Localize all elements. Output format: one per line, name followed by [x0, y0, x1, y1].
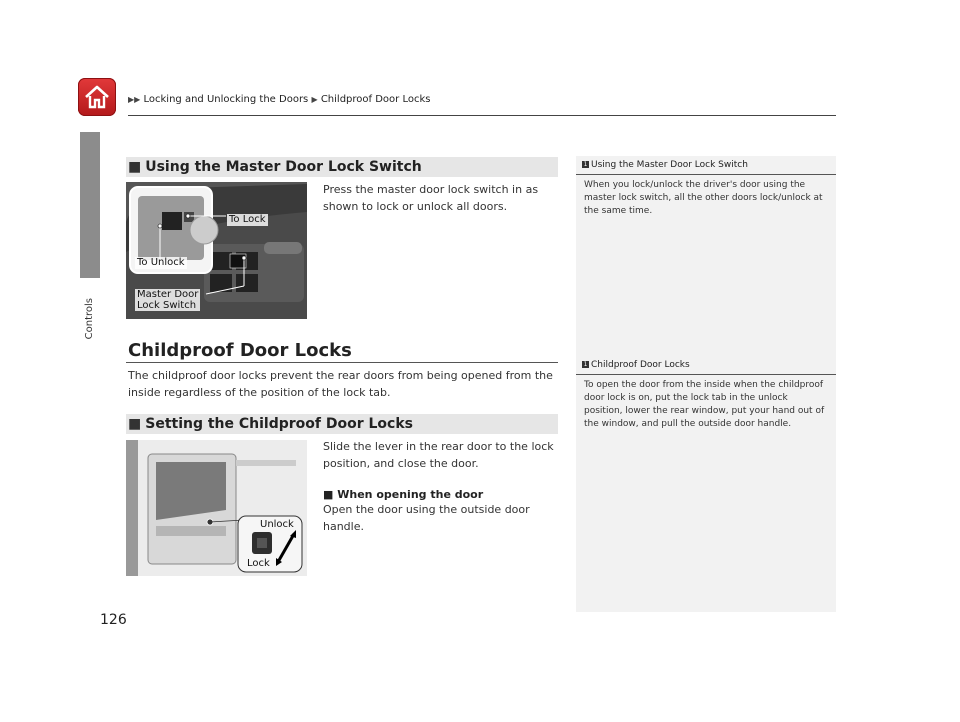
- breadcrumb-arrow-icon: ▶▶: [128, 95, 141, 104]
- section-header-master-switch: [126, 157, 558, 177]
- note-title: 1 Using the Master Door Lock Switch: [583, 160, 748, 170]
- label-to-unlock: To Unlock: [137, 257, 185, 268]
- label-to-lock: To Lock: [229, 214, 266, 225]
- note-text: To open the door from the inside when the childproof door lock is on, put the lock tab in the unlock position, lower the rear window, put your hand out of the window, and pull the outside door handle.: [584, 380, 825, 429]
- breadcrumb-arrow-icon: ▶: [311, 95, 318, 104]
- section-title: Setting the Childproof Door Locks: [145, 416, 413, 432]
- opening-description: Open the door using the outside door handle.: [323, 503, 530, 533]
- note-text: When you lock/unlock the driver's door using the master lock switch, all the other doors lock/unlock at the same time.: [584, 180, 823, 216]
- label-lock: Lock: [247, 558, 270, 569]
- heading-divider: [126, 362, 558, 363]
- note-ref-icon: 1: [583, 361, 588, 368]
- square-bullet-icon: ■: [323, 488, 334, 501]
- page-number: 126: [100, 612, 127, 628]
- note-master-switch: [576, 156, 836, 218]
- sub-heading-opening: ■ When opening the door: [323, 488, 484, 501]
- note-title: 1 Childproof Door Locks: [583, 360, 690, 370]
- breadcrumb-link-locking[interactable]: Locking and Unlocking the Doors: [143, 94, 309, 105]
- page-heading: Childproof Door Locks: [128, 340, 352, 361]
- label-master-switch: Master Door Lock Switch: [137, 289, 199, 311]
- chapter-label: Controls: [84, 298, 95, 340]
- home-icon: [83, 83, 111, 111]
- childproof-setting-description: Slide the lever in the rear door to the lock position, and close the door.: [323, 440, 554, 470]
- childproof-lock-illustration: [126, 440, 307, 576]
- section-title: Using the Master Door Lock Switch: [145, 159, 422, 175]
- header-divider: [128, 115, 836, 116]
- breadcrumb-current: Childproof Door Locks: [320, 94, 431, 105]
- square-bullet-icon: ■: [128, 416, 142, 432]
- master-switch-description: Press the master door lock switch in as shown to lock or unlock all doors.: [323, 183, 539, 213]
- chapter-tab-marker: [80, 258, 100, 278]
- master-switch-illustration: [126, 182, 307, 319]
- square-bullet-icon: ■: [128, 159, 142, 175]
- intro-paragraph: The childproof door locks prevent the rear doors from being opened from the inside regardless of the position of the lock tab.: [128, 369, 553, 399]
- note-childproof: [576, 356, 836, 431]
- home-button[interactable]: [78, 78, 116, 116]
- breadcrumb: [128, 94, 430, 105]
- note-ref-icon: 1: [583, 161, 588, 168]
- label-unlock: Unlock: [260, 519, 294, 530]
- section-header-setting-childproof: [126, 414, 558, 434]
- chapter-tab: [80, 132, 100, 258]
